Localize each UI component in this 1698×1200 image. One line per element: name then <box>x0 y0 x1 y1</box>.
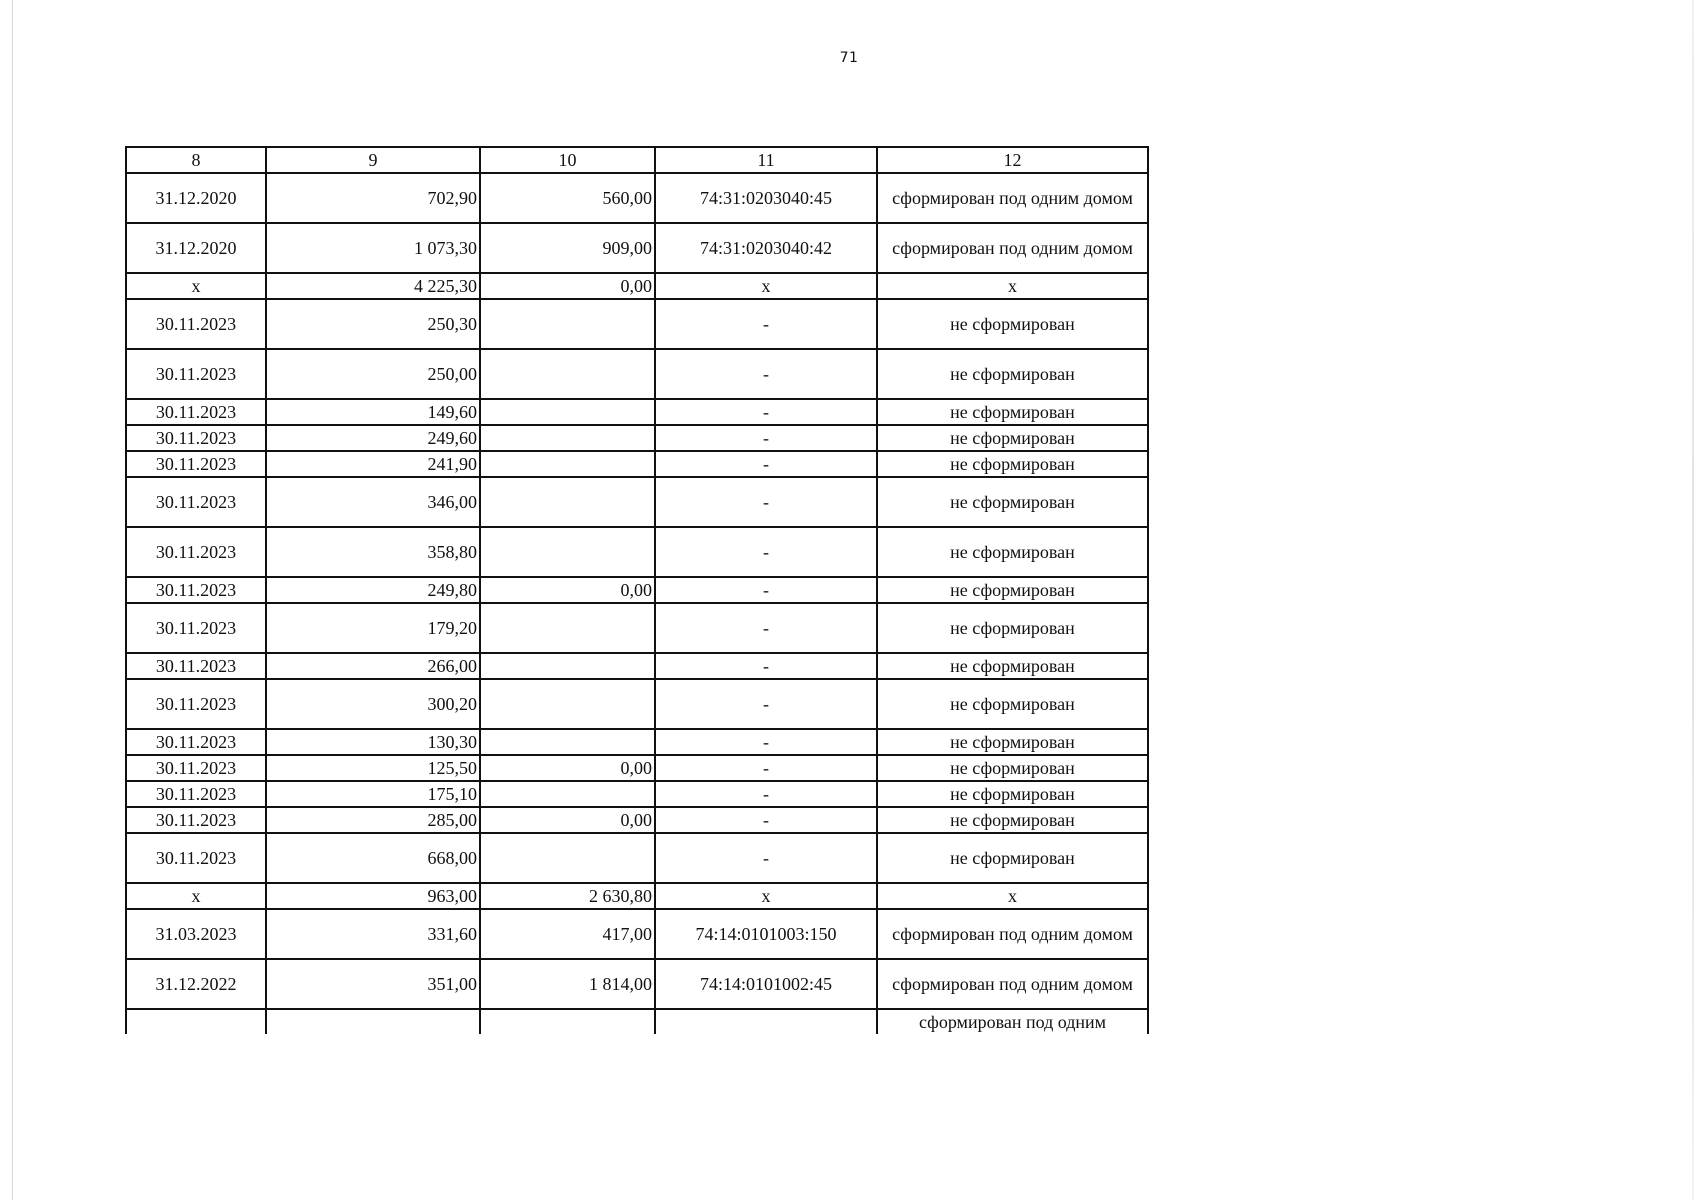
status-cell: х <box>877 273 1148 299</box>
col10-value-cell: 560,00 <box>480 173 655 223</box>
col10-value-cell <box>480 477 655 527</box>
col10-value-cell <box>480 527 655 577</box>
col9-value-cell: 358,80 <box>266 527 480 577</box>
cadastral-number-cell: 74:14:0101002:45 <box>655 959 877 1009</box>
status-cell: не сформирован <box>877 755 1148 781</box>
col10-value-cell <box>480 729 655 755</box>
status-cell: не сформирован <box>877 451 1148 477</box>
status-cell: не сформирован <box>877 679 1148 729</box>
cadastral-number-cell: 74:14:0101003:150 <box>655 909 877 959</box>
col10-value-cell <box>480 781 655 807</box>
status-cell: не сформирован <box>877 781 1148 807</box>
col9-value-cell: 125,50 <box>266 755 480 781</box>
col10-value-cell: 0,00 <box>480 755 655 781</box>
status-cell: не сформирован <box>877 807 1148 833</box>
col10-value-cell: 0,00 <box>480 273 655 299</box>
col10-value-cell <box>480 833 655 883</box>
table-row <box>126 223 1148 273</box>
status-cell: сформирован под одним домом <box>877 173 1148 223</box>
date-cell: х <box>126 883 266 909</box>
status-cell: не сформирован <box>877 399 1148 425</box>
col10-value-cell <box>480 425 655 451</box>
col10-value-cell <box>480 451 655 477</box>
col9-value-cell: 1 073,30 <box>266 223 480 273</box>
cadastral-number-cell: - <box>655 653 877 679</box>
table-row <box>126 451 1148 477</box>
cadastral-number-cell: - <box>655 425 877 451</box>
scan-edge-right <box>1692 0 1694 1200</box>
status-cell: не сформирован <box>877 299 1148 349</box>
col9-value-cell: 249,80 <box>266 577 480 603</box>
date-cell: 30.11.2023 <box>126 755 266 781</box>
status-cell: сформирован под одним <box>877 1009 1148 1034</box>
status-cell: не сформирован <box>877 603 1148 653</box>
cadastral-number-cell: - <box>655 527 877 577</box>
col9-value-cell: 702,90 <box>266 173 480 223</box>
date-cell: 30.11.2023 <box>126 577 266 603</box>
date-cell: 30.11.2023 <box>126 679 266 729</box>
status-cell: не сформирован <box>877 527 1148 577</box>
table-row <box>126 273 1148 299</box>
date-cell: 30.11.2023 <box>126 781 266 807</box>
date-cell: 30.11.2023 <box>126 477 266 527</box>
table-row <box>126 349 1148 399</box>
cadastral-number-cell: - <box>655 781 877 807</box>
col10-value-cell <box>480 349 655 399</box>
table-row <box>126 959 1148 1009</box>
cadastral-number-cell: - <box>655 807 877 833</box>
status-cell: сформирован под одним домом <box>877 223 1148 273</box>
col9-value-cell: 4 225,30 <box>266 273 480 299</box>
status-cell: не сформирован <box>877 729 1148 755</box>
cadastral-number-cell <box>655 1009 877 1034</box>
col10-value-cell: 2 630,80 <box>480 883 655 909</box>
cadastral-number-cell: - <box>655 755 877 781</box>
cadastral-number-cell: - <box>655 577 877 603</box>
col10-value-cell <box>480 1009 655 1034</box>
table-row <box>126 807 1148 833</box>
cadastral-number-cell: - <box>655 729 877 755</box>
status-cell: не сформирован <box>877 477 1148 527</box>
col9-value-cell: 249,60 <box>266 425 480 451</box>
date-cell: х <box>126 273 266 299</box>
col10-value-cell <box>480 299 655 349</box>
col9-value-cell: 241,90 <box>266 451 480 477</box>
cadastral-number-cell: - <box>655 679 877 729</box>
status-cell: не сформирован <box>877 349 1148 399</box>
date-cell: 30.11.2023 <box>126 833 266 883</box>
col9-value-cell: 250,30 <box>266 299 480 349</box>
cadastral-number-cell: х <box>655 883 877 909</box>
date-cell: 31.12.2022 <box>126 959 266 1009</box>
cadastral-number-cell: 74:31:0203040:42 <box>655 223 877 273</box>
date-cell: 30.11.2023 <box>126 603 266 653</box>
data-table <box>125 146 1149 1034</box>
col10-value-cell <box>480 399 655 425</box>
table-row <box>126 1009 1148 1034</box>
col9-value-cell: 351,00 <box>266 959 480 1009</box>
col9-value-cell: 130,30 <box>266 729 480 755</box>
cadastral-number-cell: - <box>655 477 877 527</box>
scan-edge-left <box>12 0 13 1200</box>
table-row <box>126 577 1148 603</box>
col10-value-cell: 1 814,00 <box>480 959 655 1009</box>
col9-value-cell: 346,00 <box>266 477 480 527</box>
table-row <box>126 527 1148 577</box>
status-cell: сформирован под одним домом <box>877 909 1148 959</box>
cadastral-number-cell: х <box>655 273 877 299</box>
date-cell: 30.11.2023 <box>126 451 266 477</box>
date-cell: 30.11.2023 <box>126 425 266 451</box>
table-row <box>126 299 1148 349</box>
status-cell: сформирован под одним домом <box>877 959 1148 1009</box>
col9-value-cell: 149,60 <box>266 399 480 425</box>
table-row <box>126 653 1148 679</box>
col9-value-cell: 179,20 <box>266 603 480 653</box>
cadastral-number-cell: - <box>655 399 877 425</box>
header-col-11: 11 <box>655 147 877 173</box>
cadastral-number-cell: - <box>655 603 877 653</box>
date-cell: 30.11.2023 <box>126 653 266 679</box>
status-cell: не сформирован <box>877 577 1148 603</box>
col10-value-cell <box>480 603 655 653</box>
col10-value-cell: 909,00 <box>480 223 655 273</box>
date-cell: 30.11.2023 <box>126 807 266 833</box>
header-col-9: 9 <box>266 147 480 173</box>
cadastral-number-cell: - <box>655 833 877 883</box>
date-cell: 30.11.2023 <box>126 729 266 755</box>
date-cell: 31.03.2023 <box>126 909 266 959</box>
table-row <box>126 909 1148 959</box>
col9-value-cell: 250,00 <box>266 349 480 399</box>
col10-value-cell: 0,00 <box>480 577 655 603</box>
table-row <box>126 679 1148 729</box>
col10-value-cell: 417,00 <box>480 909 655 959</box>
table-row <box>126 425 1148 451</box>
status-cell: не сформирован <box>877 833 1148 883</box>
table-row <box>126 173 1148 223</box>
date-cell <box>126 1009 266 1034</box>
col9-value-cell <box>266 1009 480 1034</box>
table-row <box>126 729 1148 755</box>
header-col-12: 12 <box>877 147 1148 173</box>
table-row <box>126 399 1148 425</box>
date-cell: 31.12.2020 <box>126 223 266 273</box>
status-cell: х <box>877 883 1148 909</box>
table-header-row <box>126 147 1148 173</box>
date-cell: 30.11.2023 <box>126 527 266 577</box>
col9-value-cell: 331,60 <box>266 909 480 959</box>
col10-value-cell: 0,00 <box>480 807 655 833</box>
date-cell: 30.11.2023 <box>126 349 266 399</box>
col10-value-cell <box>480 679 655 729</box>
table-row <box>126 477 1148 527</box>
header-col-8: 8 <box>126 147 266 173</box>
col9-value-cell: 300,20 <box>266 679 480 729</box>
status-cell: не сформирован <box>877 653 1148 679</box>
col9-value-cell: 963,00 <box>266 883 480 909</box>
col9-value-cell: 266,00 <box>266 653 480 679</box>
cadastral-number-cell: - <box>655 349 877 399</box>
cadastral-number-cell: 74:31:0203040:45 <box>655 173 877 223</box>
header-col-10: 10 <box>480 147 655 173</box>
table-row <box>126 755 1148 781</box>
col9-value-cell: 285,00 <box>266 807 480 833</box>
table-row <box>126 781 1148 807</box>
table-row <box>126 833 1148 883</box>
date-cell: 30.11.2023 <box>126 399 266 425</box>
col10-value-cell <box>480 653 655 679</box>
date-cell: 31.12.2020 <box>126 173 266 223</box>
page-number: 71 <box>839 50 859 66</box>
status-cell: не сформирован <box>877 425 1148 451</box>
table-row <box>126 883 1148 909</box>
col9-value-cell: 175,10 <box>266 781 480 807</box>
date-cell: 30.11.2023 <box>126 299 266 349</box>
cadastral-number-cell: - <box>655 451 877 477</box>
col9-value-cell: 668,00 <box>266 833 480 883</box>
table-row <box>126 603 1148 653</box>
cadastral-number-cell: - <box>655 299 877 349</box>
